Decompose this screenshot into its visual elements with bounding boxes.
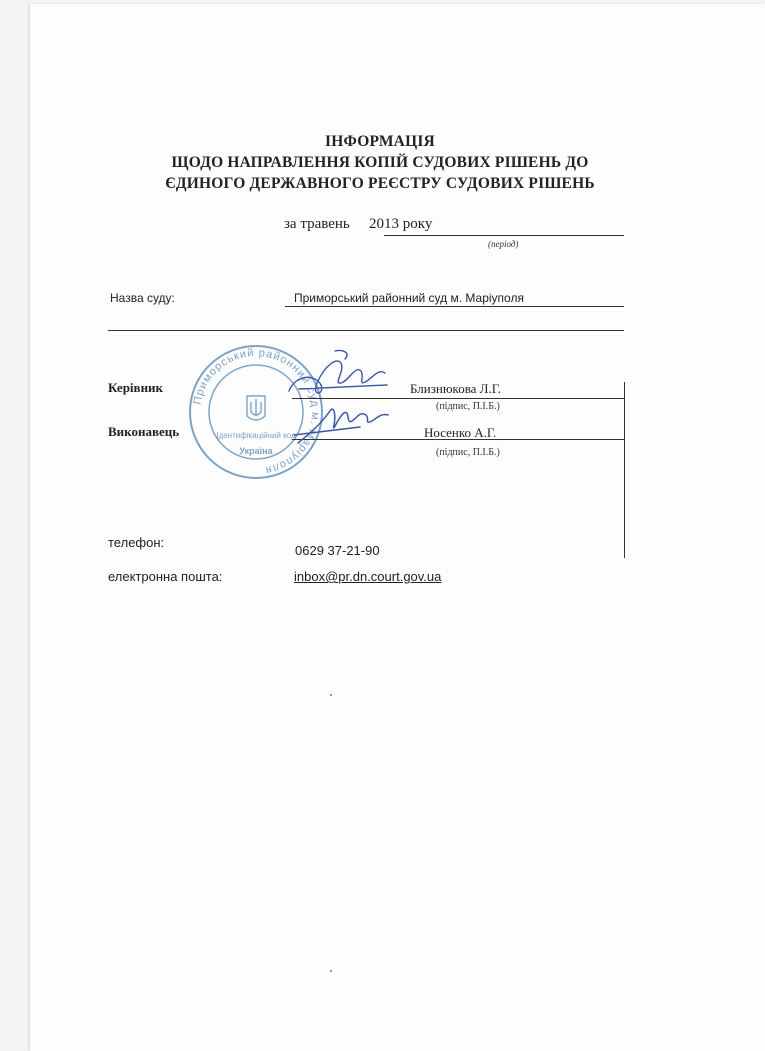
scan-speck <box>330 970 332 972</box>
phone-value: 0629 37-21-90 <box>295 543 380 558</box>
title-line-1: ІНФОРМАЦІЯ <box>325 133 435 150</box>
executor-caption: (підпис, П.І.Б.) <box>436 447 500 458</box>
court-label: Назва суду: <box>110 291 175 305</box>
period-value: 2013 року <box>369 216 433 232</box>
executor-label: Виконавець <box>108 424 180 439</box>
period-underline <box>384 235 624 236</box>
svg-text:Ідентифікаційний код: Ідентифікаційний код <box>216 431 296 440</box>
scan-speck <box>330 694 332 696</box>
svg-text:Приморський районний суд м. Ма: Приморський районний суд м. Маріуполя <box>191 346 322 477</box>
separator-line <box>108 330 624 331</box>
phone-label: телефон: <box>108 535 165 550</box>
executor-name: Носенко А.Г. <box>424 425 497 440</box>
email-label: електронна пошта: <box>108 569 223 584</box>
court-name: Приморський районний суд м. Маріуполя <box>294 291 524 305</box>
period-caption: (період) <box>488 239 519 249</box>
head-label: Керівник <box>108 380 164 395</box>
email-link[interactable]: inbox@pr.dn.court.gov.ua <box>294 569 442 584</box>
period-prefix: за травень <box>284 216 350 232</box>
title-line-3: ЄДИНОГО ДЕРЖАВНОГО РЕЄСТРУ СУДОВИХ РІШЕНЬ <box>165 175 595 192</box>
title-line-2: ЩОДО НАПРАВЛЕННЯ КОПІЙ СУДОВИХ РІШЕНЬ ДО <box>171 154 589 171</box>
svg-text:Україна: Україна <box>239 446 273 456</box>
court-underline <box>285 306 624 307</box>
right-border-line <box>624 382 625 558</box>
executor-signature <box>290 395 400 455</box>
head-name: Близнюкова Л.Г. <box>410 381 502 396</box>
head-caption: (підпис, П.І.Б.) <box>436 401 500 412</box>
